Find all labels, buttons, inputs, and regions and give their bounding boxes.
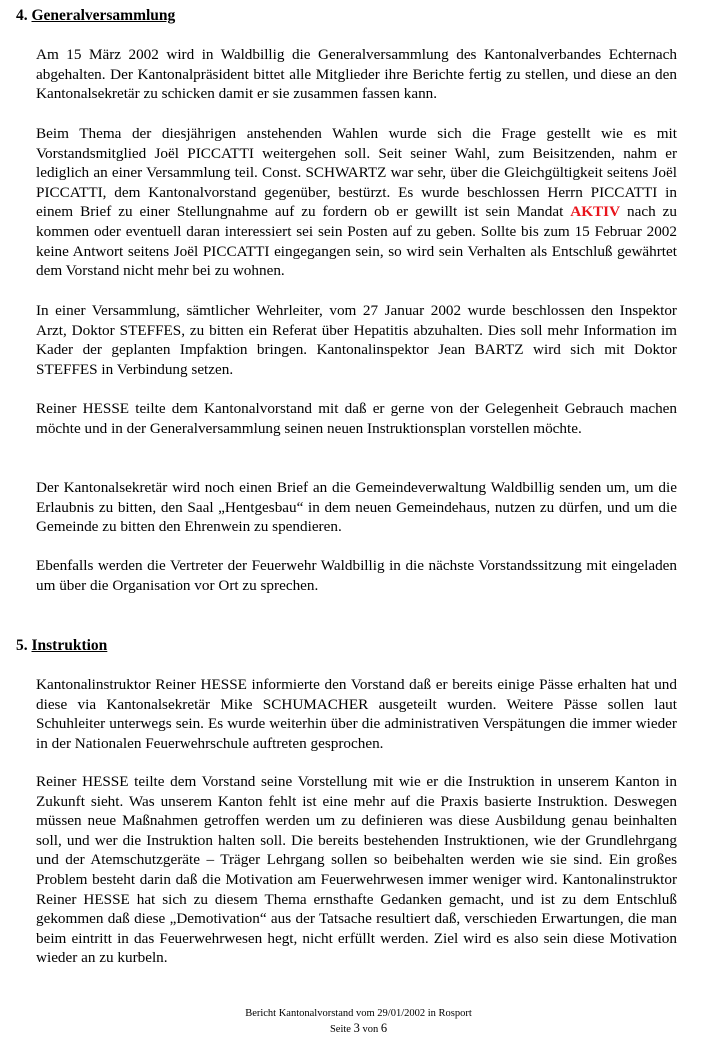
page-total: 6 [380,1021,388,1035]
footer-title: Bericht Kantonalvorstand vom 29/01/2002 in Rosport [245,1008,472,1019]
paragraph: In einer Versammlung, sämtlicher Wehrleiter, vom 27 Januar 2002 wurde beschlossen den Inspektor Arzt, Doktor STEFFES, zu bitten ein Referat über Hepatitis abzuhalten. Dies soll mehr Information im Kader der geplanten Impfaktion bringen. Kantonalinspektor Jean BARTZ wird sich mit Doktor STEFFES in Verbindung setzen. [36,302,677,378]
paragraph: Reiner HESSE teilte dem Vorstand seine Vorstellung mit wie er die Instruktion in unserem Kanton in Zukunft sieht. Was unserem Kanton fehlt ist eine mehr auf die Praxis basierte Instruktion. Deswegen müssen neue Maßnahmen getroffen werden um zu definieren was diese Ausbildung genau beinhalten soll, und wer die Instruktion halten soll. Die bereits bestehenden Instruktionen, wie der Grundlehrgang und der Atemschutzgeräte – Träger Lehrgang sollen so beibehalten werden wie sie sind. Ein großes Problem besteht darin daß die Motivation am Feuerwehrwesen immer weniger wird. Kantonalinstruktor Reiner HESSE hat sich zu diesem Thema ernsthafte Gedanken gemacht, und ist zu dem Entschluß gekommen daß diese „Demotivation“ aus der Tatsache resultiert daß, verschieden Erwartungen, die man beim eintritt in das Feuerwehrwesen hegt, nicht erfüllt werden. Ziel wird es also sein diese Motivation wieder an zu kurbeln. [36,773,677,967]
paragraph: Am 15 März 2002 wird in Waldbillig die Generalversammlung des Kantonalverbandes Echternach abgehalten. Der Kantonalpräsident bittet alle Mitglieder ihre Berichte fertig zu stellen, und diese an den Kantonalsekretär zu schicken damit er sie zusammen fassen kann. [36,46,677,103]
section-title: Instruktion [31,637,108,654]
section-heading-instruktion [16,636,107,656]
section-number: 5. [16,637,28,654]
paragraph-mandate [36,124,677,281]
paragraph: Ebenfalls werden die Vertreter der Feuerwehr Waldbillig in die nächste Vorstandssitzung mit eingeladen um über die Organisation vor Ort zu sprechen. [36,557,677,594]
section-heading-generalversammlung [16,6,175,26]
paragraph: Kantonalinstruktor Reiner HESSE informierte den Vorstand daß er bereits einige Pässe erhalten hat und diese via Kantonalsekretär Mike SCHUMACHER ausgeteilt wurden. Weitere Pässe sollen laut Schuhleiter unterwegs sein. Es wurde weiterhin über die administrativen Verspätungen die immer wieder in der Nationalen Feuerwehrschule auftreten gesprochen. [36,676,677,752]
section-title: Generalversammlung [31,7,176,24]
page-indicator [0,1021,717,1037]
page-number: 3 [353,1021,360,1035]
page-sep: von [362,1024,379,1035]
highlight-aktiv: AKTIV [570,203,621,221]
footer [0,1007,717,1037]
section-number: 4. [16,7,28,24]
paragraph-text: Beim Thema der diesjährigen anstehenden Wahlen wurde sich die Frage gestellt wie es mit Vorstandsmitglied Joël PICCATTI weitergehen soll. Seit seiner Wahl, zum Beisitzenden, nahm er lediglich an einer Versammlung teil. Const. SCHWARTZ war sehr, über die Gleichgültigkeit seitens Joël PICCATTI, dem Kantonalvorstand gegenüber, bestürzt. Es wurde beschlossen Herrn PICCATTI in einem Brief zu einer Stellungnahme auf zu fordern ob er gewillt ist sein Mandat [36,125,677,221]
page-prefix: Seite [329,1024,351,1035]
paragraph-text: nach zu kommen oder eventuell daran interessiert sei sein Posten auf zu geben. Sollte bis zum 15 Februar 2002 keine Antwort seitens Joël PICCATTI eingegangen sein, so wird sein Verhalten als Entschluß gewährtet dem Vorstand nicht mehr bei zu wohnen. [36,203,677,280]
paragraph: Reiner HESSE teilte dem Kantonalvorstand mit daß er gerne von der Gelegenheit Gebrauch machen möchte und in der Generalversammlung seinen neuen Instruktionsplan vorstellen möchte. [36,400,677,437]
paragraph: Der Kantonalsekretär wird noch einen Brief an die Gemeindeverwaltung Waldbillig senden um, um die Erlaubnis zu bitten, den Saal „Hentgesbau“ in dem neuen Gemeindehaus, nutzen zu dürfen, und um die Gemeinde zu bitten den Ehrenwein zu spendieren. [36,479,677,536]
